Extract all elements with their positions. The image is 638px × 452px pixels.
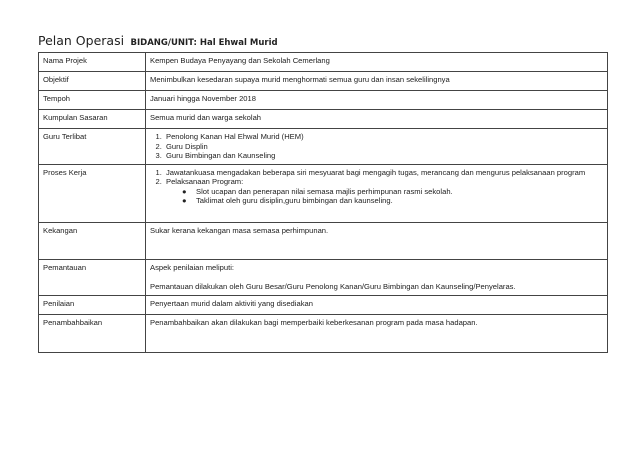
program-bullets xyxy=(166,187,603,206)
bullet-icon: ● xyxy=(182,186,187,196)
row-objektif xyxy=(39,72,608,91)
row-penambahbaikan xyxy=(39,314,608,352)
label-guru-terlibat: Guru Terlibat xyxy=(39,129,146,165)
bullet-text: Taklimat oleh guru disiplin,guru bimbingan dan kaunseling. xyxy=(196,196,393,205)
list-item: 1. Jawatankuasa mengadakan beberapa siri mesyuarat bagi mengagih tugas, merancang dan mengurus pelaksanaan program xyxy=(164,168,603,178)
value-penilaian: Penyertaan murid dalam aktiviti yang disediakan xyxy=(146,295,608,314)
row-proses-kerja xyxy=(39,164,608,222)
value-kumpulan-sasaran: Semua murid dan warga sekolah xyxy=(146,110,608,129)
pemantauan-line1: Aspek penilaian meliputi: xyxy=(150,262,235,272)
bullet-text: Slot ucapan dan penerapan nilai semasa majlis perhimpunan rasmi sekolah. xyxy=(196,186,453,196)
proses-list xyxy=(150,168,603,206)
row-kumpulan-sasaran xyxy=(39,110,608,129)
plan-table xyxy=(38,52,608,353)
label-nama-projek: Nama Projek xyxy=(39,53,146,72)
label-proses-kerja: Proses Kerja xyxy=(39,164,146,222)
label-objektif: Objektif xyxy=(39,72,146,91)
title-main: Pelan Operasi xyxy=(38,33,125,48)
list-item xyxy=(164,177,603,206)
list-item: 2. Guru Displin xyxy=(164,142,603,152)
title-unit: BIDANG/UNIT: Hal Ehwal Murid xyxy=(130,38,278,48)
document-title xyxy=(38,32,278,50)
label-kekangan: Kekangan xyxy=(39,222,146,259)
row-pemantauan xyxy=(39,259,608,295)
row-tempoh xyxy=(39,91,608,110)
row-guru-terlibat xyxy=(39,129,608,165)
value-penambahbaikan: Penambahbaikan akan dilakukan bagi memperbaiki keberkesanan program pada masa hadapan. xyxy=(146,314,608,352)
row-kekangan xyxy=(39,222,608,259)
value-guru-terlibat xyxy=(146,129,608,165)
list-item: 1. Penolong Kanan Hal Ehwal Murid (HEM) xyxy=(164,132,603,142)
label-pemantauan: Pemantauan xyxy=(39,259,146,295)
label-tempoh: Tempoh xyxy=(39,91,146,110)
value-kekangan: Sukar kerana kekangan masa semasa perhimpunan. xyxy=(146,222,608,259)
guru-list xyxy=(150,132,603,161)
value-objektif: Menimbulkan kesedaran supaya murid menghormati semua guru dan insan sekelilingnya xyxy=(146,72,608,91)
label-kumpulan-sasaran: Kumpulan Sasaran xyxy=(39,110,146,129)
value-nama-projek: Kempen Budaya Penyayang dan Sekolah Cemerlang xyxy=(146,53,608,72)
program-heading: Pelaksanaan Program: xyxy=(166,177,244,186)
bullet-item xyxy=(182,186,603,197)
list-item: 3. Guru Bimbingan dan Kaunseling xyxy=(164,151,603,161)
value-proses-kerja xyxy=(146,164,608,222)
value-pemantauan xyxy=(146,259,608,295)
label-penambahbaikan: Penambahbaikan xyxy=(39,314,146,352)
pemantauan-line2: Pemantauan dilakukan oleh Guru Besar/Guru Penolong Kanan/Guru Bimbingan dan Kaunseling/Penyelaras. xyxy=(150,282,516,291)
label-penilaian: Penilaian xyxy=(39,295,146,314)
bullet-icon: ● xyxy=(182,196,187,205)
row-penilaian xyxy=(39,295,608,314)
bullet-item xyxy=(182,196,603,206)
row-nama-projek xyxy=(39,53,608,72)
value-tempoh: Januari hingga November 2018 xyxy=(146,91,608,110)
